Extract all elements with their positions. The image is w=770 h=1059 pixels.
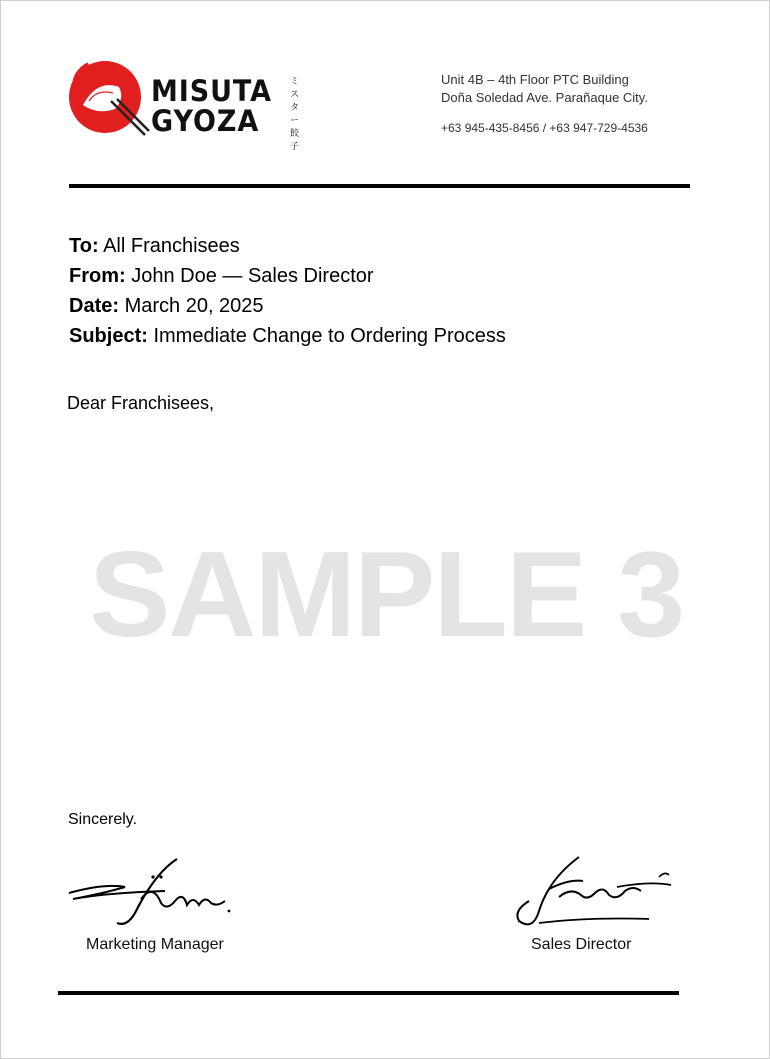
company-phones: +63 945-435-8456 / +63 947-729-4536 (441, 121, 648, 135)
memo-header-fields (69, 231, 506, 351)
header-divider (69, 184, 690, 188)
memo-subject-row (69, 321, 506, 351)
sales-director-title: Sales Director (531, 936, 632, 953)
footer-divider (58, 991, 679, 995)
gyoza-emblem-icon (67, 53, 157, 143)
subject-label: Subject: (69, 325, 148, 347)
date-label: Date: (69, 295, 120, 317)
closing-text: Sincerely. (68, 811, 138, 828)
company-address (441, 71, 648, 107)
brand-wordmark (151, 70, 301, 152)
brand-name-line2: GYOZA (151, 104, 260, 138)
address-line-1: Unit 4B – 4th Floor PTC Building (441, 72, 629, 87)
address-line-2: Doña Soledad Ave. Parañaque City. (441, 90, 648, 105)
sales-director-signature (509, 851, 681, 935)
from-label: From: (69, 265, 126, 287)
brand-name-line1: MISUTA (151, 74, 272, 108)
marketing-manager-signature (65, 853, 235, 931)
from-value: John Doe — Sales Director (131, 265, 374, 287)
subject-value: Immediate Change to Ordering Process (153, 325, 506, 347)
memo-to-row (69, 231, 506, 261)
to-value: All Franchisees (103, 235, 240, 257)
date-value: March 20, 2025 (124, 295, 264, 317)
to-label: To: (69, 235, 99, 257)
memo-from-row (69, 261, 506, 291)
marketing-manager-title: Marketing Manager (86, 936, 224, 953)
salutation: Dear Franchisees, (67, 393, 215, 413)
brand-kana: ミスター 餃子 (290, 77, 301, 152)
memo-date-row (69, 291, 506, 321)
brand-logo (67, 53, 301, 152)
sample-watermark: SAMPLE 3 (88, 526, 684, 662)
